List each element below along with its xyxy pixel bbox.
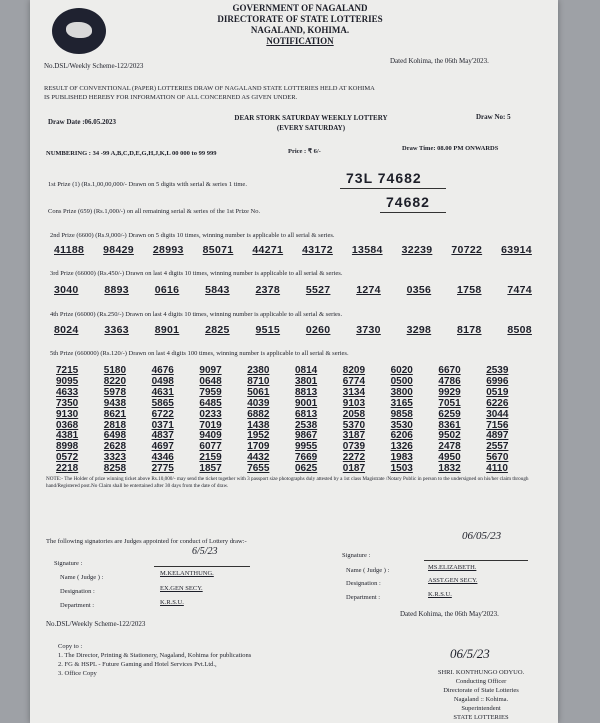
fifth-prize-number: 3165 (390, 397, 413, 409)
fifth-prize-number: 0500 (390, 375, 413, 387)
draw-date: Draw Date :06.05.2023 (48, 118, 117, 126)
copy-to (58, 642, 251, 678)
second-prize-number: 63914 (501, 244, 532, 256)
fifth-prize-number: 4631 (151, 386, 174, 398)
fifth-prize-number: 3134 (342, 386, 366, 398)
right-name: MS.ELIZABETH. (428, 564, 477, 571)
header-line-1: GOVERNMENT OF NAGALAND (232, 3, 368, 13)
fifth-prize-number: 4697 (151, 441, 174, 453)
fifth-prize-number: 0233 (199, 408, 222, 420)
fifth-prize-number: 0368 (56, 419, 79, 431)
fifth-prize-number: 0519 (486, 386, 509, 398)
fourth-prize-number: 3363 (104, 324, 129, 336)
third-prize-number: 5527 (305, 284, 331, 296)
fifth-prize-number: 9929 (438, 386, 461, 398)
intro (44, 84, 544, 102)
fourth-prize-number: 8901 (154, 324, 180, 336)
officer-name: SHRI. KONTHUNGO ODYUO. (437, 669, 525, 676)
third-prize-text: 3rd Prize (66000) (Rs.450/-) Drawn on last 4 digits 10 times, winning number is applicable to all serial & series. (50, 270, 343, 277)
numbering: NUMBERING : 34 -99 A,B,C,D,E,G,H,J,K,L 00 000 to 99 999 (46, 150, 217, 157)
second-prize-number: 44271 (252, 244, 284, 256)
fifth-prize-number: 2478 (438, 441, 461, 453)
fourth-prize-number: 9515 (255, 324, 281, 336)
fifth-prize-number: 2775 (151, 463, 174, 475)
reference-number-2: No.DSL/Weekly Scheme-122/2023 (46, 620, 146, 628)
fifth-prize-number: 4897 (486, 430, 509, 442)
officer-office: STATE LOTTERIES (453, 714, 509, 721)
fifth-prize-number: 4432 (247, 452, 270, 464)
fifth-prize-number: 2058 (342, 408, 366, 420)
left-name: M.KELANTHUNG. (160, 570, 214, 577)
fifth-prize-number: 3800 (390, 386, 413, 398)
fifth-prize-number: 6813 (294, 408, 318, 420)
header (170, 3, 430, 47)
fifth-prize-number: 8361 (438, 419, 461, 431)
officer-block (406, 668, 556, 722)
fifth-prize-number: 8710 (247, 375, 270, 387)
third-prize-number: 2378 (255, 284, 281, 296)
copy-to-item: 3. Office Copy (58, 670, 97, 677)
third-prize-number: 1274 (356, 284, 381, 296)
cons-prize-number: 74682 (386, 194, 430, 210)
fifth-prize-number: 2818 (103, 419, 127, 431)
lottery-title (206, 113, 416, 133)
fourth-prize-number: 3730 (356, 324, 381, 336)
fifth-prize-number: 1983 (390, 452, 413, 464)
fifth-prize-number: 7156 (486, 419, 509, 431)
fifth-prize-number: 6259 (438, 408, 461, 420)
cons-prize-text: Cons Prize (659) (Rs.1,000/-) on all remaining serial & series of the 1st Prize No. (48, 208, 261, 215)
third-prize-number: 8893 (104, 284, 129, 296)
third-prize-number: 5843 (205, 284, 230, 296)
header-line-3: NAGALAND, KOHIMA. (250, 25, 350, 35)
fifth-prize-number: 2539 (486, 365, 509, 376)
fifth-prize-number: 5978 (103, 386, 127, 398)
fifth-prize-number: 3044 (486, 408, 509, 420)
fifth-prize-number: 7019 (199, 419, 222, 431)
fifth-prize-number: 6722 (151, 408, 174, 420)
second-prize-number: 13584 (351, 244, 383, 256)
right-signature-line (424, 560, 528, 561)
fifth-prize-number: 9103 (342, 397, 366, 409)
third-prize-number: 0356 (406, 284, 432, 296)
left-signature-line (154, 566, 250, 567)
fifth-prize-number: 4837 (151, 430, 174, 442)
fifth-prize-number: 1832 (438, 463, 461, 475)
right-department-label: Department : (346, 594, 381, 601)
header-line-4: NOTIFICATION (266, 36, 334, 46)
fifth-prize-number: 0498 (151, 375, 174, 387)
right-department: K.R.S.U. (428, 591, 452, 598)
fifth-prize-number: 6498 (103, 430, 127, 442)
fifth-prize-number: 7350 (56, 397, 79, 409)
dated-2: Dated Kohima, the 06th May'2023. (400, 610, 499, 618)
left-department-label: Department : (60, 602, 95, 609)
second-prize-number: 32239 (401, 244, 433, 256)
copy-to-item: 2. FG & HSPL - Future Gaming and Hotel Services Pvt.Ltd., (58, 661, 217, 668)
fifth-prize-number: 2538 (294, 419, 318, 431)
right-designation: ASST.GEN SECY. (428, 577, 478, 584)
reference-number: No.DSL/Weekly Scheme-122/2023 (44, 62, 144, 70)
second-prize-text: 2nd Prize (6600) (Rs.9,000/-) Drawn on 5 digits 10 times, winning number is applicable to all serial & series. (50, 232, 335, 239)
fifth-prize-number: 6485 (199, 397, 222, 409)
fifth-prize-number: 9097 (199, 365, 222, 376)
note: NOTE:- The Holder of prize winning ticket above Rs.10,000/- may send the ticket together with 3 passport size photographs duly attested by a 1st class Magistrate /Notary Public in person to the undersigned on his/her claim through hand/Registered post.No Claim shall be entertained after 30 days from the date of draw. (46, 476, 529, 489)
fifth-prize-number: 1438 (247, 419, 270, 431)
fifth-prize-number: 9438 (103, 397, 127, 409)
fifth-prize-number: 1952 (247, 430, 270, 442)
officer-dept: Directorate of State Lotteries (443, 687, 519, 694)
fifth-prize-number: 0371 (151, 419, 174, 431)
fifth-prize-number: 7655 (247, 463, 270, 475)
first-prize-number: 73L 74682 (346, 170, 422, 186)
copy-to-label: Copy to : (58, 643, 83, 650)
fifth-prize-number: 2218 (56, 463, 79, 475)
fifth-prize-numbers (56, 366, 534, 475)
second-prize-number: 98429 (103, 244, 134, 256)
fifth-prize-number: 6670 (438, 365, 461, 376)
third-prize-numbers (54, 284, 532, 296)
right-name-label: Name ( Judge ) : (346, 567, 390, 574)
fifth-prize-number: 0572 (56, 452, 79, 464)
fifth-prize-number: 9130 (56, 408, 79, 420)
fifth-prize-number: 2159 (199, 452, 222, 464)
second-prize-number: 85071 (202, 244, 234, 256)
second-prize-number: 41188 (54, 244, 85, 256)
nagaland-state-seal-icon (52, 8, 106, 54)
draw-number: Draw No: 5 (476, 113, 511, 121)
fifth-prize-number: 8220 (103, 375, 127, 387)
second-prize-numbers (54, 244, 532, 256)
fourth-prize-number: 8508 (507, 324, 532, 336)
fifth-prize-number: 6774 (342, 375, 366, 387)
copy-to-item: 1. The Director, Printing & Stationery, Nagaland, Kohima for publications (58, 652, 252, 659)
second-prize-number: 43172 (302, 244, 333, 256)
dated: Dated Kohima, the 06th May'2023. (390, 57, 489, 65)
right-signature-date: 06/05/23 (462, 530, 502, 542)
fourth-prize-number: 0260 (305, 324, 331, 336)
intro-line-1: RESULT OF CONVENTIONAL (PAPER) LOTTERIES DRAW OF NAGALAND STATE LOTTERIES HELD AT KOHIMA (44, 85, 375, 92)
fifth-prize-number: 3187 (342, 430, 366, 442)
fourth-prize-numbers (54, 324, 532, 336)
fifth-prize-text: 5th Prize (660000) (Rs.120/-) Drawn on last 4 digits 100 times, winning number is applicable to all serial & series. (50, 350, 349, 357)
fifth-prize-number: 6226 (486, 397, 509, 409)
fifth-prize-number: 8621 (103, 408, 127, 420)
left-signature-date: 6/5/23 (192, 546, 218, 557)
fifth-prize-number: 9867 (294, 430, 318, 442)
third-prize-number: 7474 (507, 284, 532, 296)
fifth-prize-number: 9001 (294, 397, 318, 409)
fifth-prize-number: 5865 (151, 397, 174, 409)
fourth-prize-number: 2825 (205, 324, 230, 336)
fifth-prize-number: 6996 (486, 375, 509, 387)
fifth-prize-number: 2628 (103, 441, 127, 453)
officer-place: Nagaland :: Kohima. (453, 696, 509, 703)
lottery-name: DEAR STORK SATURDAY WEEKLY LOTTERY (234, 114, 388, 122)
price: Price : ₹ 6/- (288, 148, 321, 155)
fifth-prize-number: 9955 (294, 441, 318, 453)
fifth-prize-number: 1326 (390, 441, 413, 453)
fifth-prize-number: 6020 (390, 365, 413, 376)
fifth-prize-number: 6077 (199, 441, 222, 453)
notification-sheet (30, 0, 558, 723)
fifth-prize-number: 2380 (247, 365, 270, 376)
left-designation-label: Designation : (60, 588, 95, 595)
fifth-prize-number: 1709 (247, 441, 270, 453)
left-department: K.R.S.U. (160, 599, 184, 606)
third-prize-number: 0616 (154, 284, 180, 296)
fifth-prize-number: 4346 (151, 452, 174, 464)
signatories-line: The following signatories are Judges appointed for conduct of Lottery draw:- (46, 538, 247, 545)
right-designation-label: Designation : (346, 580, 381, 587)
fifth-prize-number: 3530 (390, 419, 413, 431)
fifth-prize-number: 6882 (247, 408, 270, 420)
cons-prize-underline (380, 212, 446, 213)
intro-line-2: IS PUBLISHED HEREBY FOR INFORMATION OF ALL CONCERNED AS GIVEN UNDER. (44, 94, 298, 101)
fifth-prize-number: 8998 (56, 441, 79, 453)
draw-time: Draw Time: 08.00 PM ONWARDS (402, 145, 499, 152)
fourth-prize-text: 4th Prize (66000) (Rs.250/-) Drawn on last 4 digits 10 times, winning number is applicable to all serial & series. (50, 311, 343, 318)
fifth-prize-number: 1857 (199, 463, 222, 475)
fifth-prize-number: 9095 (56, 375, 79, 387)
left-name-label: Name ( Judge ) : (60, 574, 104, 581)
first-prize-underline (340, 188, 446, 189)
fifth-prize-number: 0187 (342, 463, 366, 475)
fourth-prize-number: 3298 (406, 324, 432, 336)
fifth-prize-number: 2272 (342, 452, 366, 464)
fifth-prize-number: 2557 (486, 441, 509, 453)
header-line-2: DIRECTORATE OF STATE LOTTERIES (217, 14, 383, 24)
fifth-prize-number: 8258 (103, 463, 127, 475)
lottery-frequency: (EVERY SATURDAY) (276, 124, 346, 132)
left-designation: EX.GEN SECY. (160, 585, 203, 592)
fifth-prize-number: 4950 (438, 452, 461, 464)
fifth-prize-number: 5370 (342, 419, 366, 431)
fifth-prize-number: 0648 (199, 375, 222, 387)
fifth-prize-number: 5670 (486, 452, 509, 464)
fourth-prize-number: 8178 (457, 324, 482, 336)
fifth-prize-number: 4110 (486, 463, 508, 475)
fifth-prize-number: 4381 (56, 430, 79, 442)
officer-title: Conducting Officer (455, 678, 507, 685)
fifth-prize-number: 3801 (294, 375, 318, 387)
fifth-prize-number: 6206 (390, 430, 413, 442)
fifth-prize-number: 7669 (294, 452, 318, 464)
fifth-prize-number: 8813 (294, 386, 318, 398)
fifth-prize-number: 4786 (438, 375, 461, 387)
fifth-prize-number: 9409 (199, 430, 222, 442)
fifth-prize-number: 5061 (247, 386, 270, 398)
fifth-prize-number: 9858 (390, 408, 413, 420)
fifth-prize-number: 4633 (56, 386, 79, 398)
fifth-prize-number: 3323 (103, 452, 127, 464)
fifth-prize-number: 0739 (342, 441, 366, 453)
right-signature-label: Signature : (342, 552, 371, 559)
fifth-prize-number: 5180 (103, 365, 127, 376)
officer-signature-date: 06/5/23 (450, 646, 490, 661)
fifth-prize-number: 4039 (247, 397, 270, 409)
third-prize-number: 1758 (457, 284, 482, 296)
fifth-prize-number: 0625 (294, 463, 318, 475)
first-prize-text: 1st Prize (1) (Rs.1,00,00,000/- Drawn on 5 digits with serial & series 1 time. (48, 181, 247, 188)
fifth-prize-number: 1503 (390, 463, 413, 475)
second-prize-number: 28993 (152, 244, 184, 256)
third-prize-number: 3040 (54, 284, 79, 296)
fourth-prize-number: 8024 (54, 324, 79, 336)
second-prize-number: 70722 (451, 244, 483, 256)
fifth-prize-number: 8209 (342, 365, 366, 376)
fifth-prize-number: 9502 (438, 430, 461, 442)
fifth-prize-number: 7215 (56, 365, 79, 376)
fifth-prize-number: 0814 (294, 365, 318, 376)
fifth-prize-number: 7051 (438, 397, 461, 409)
left-signature-label: Signature : (54, 560, 83, 567)
fifth-prize-number: 4676 (151, 365, 174, 376)
fifth-prize-number: 7959 (199, 386, 222, 398)
officer-role: Superintendent (461, 705, 501, 712)
